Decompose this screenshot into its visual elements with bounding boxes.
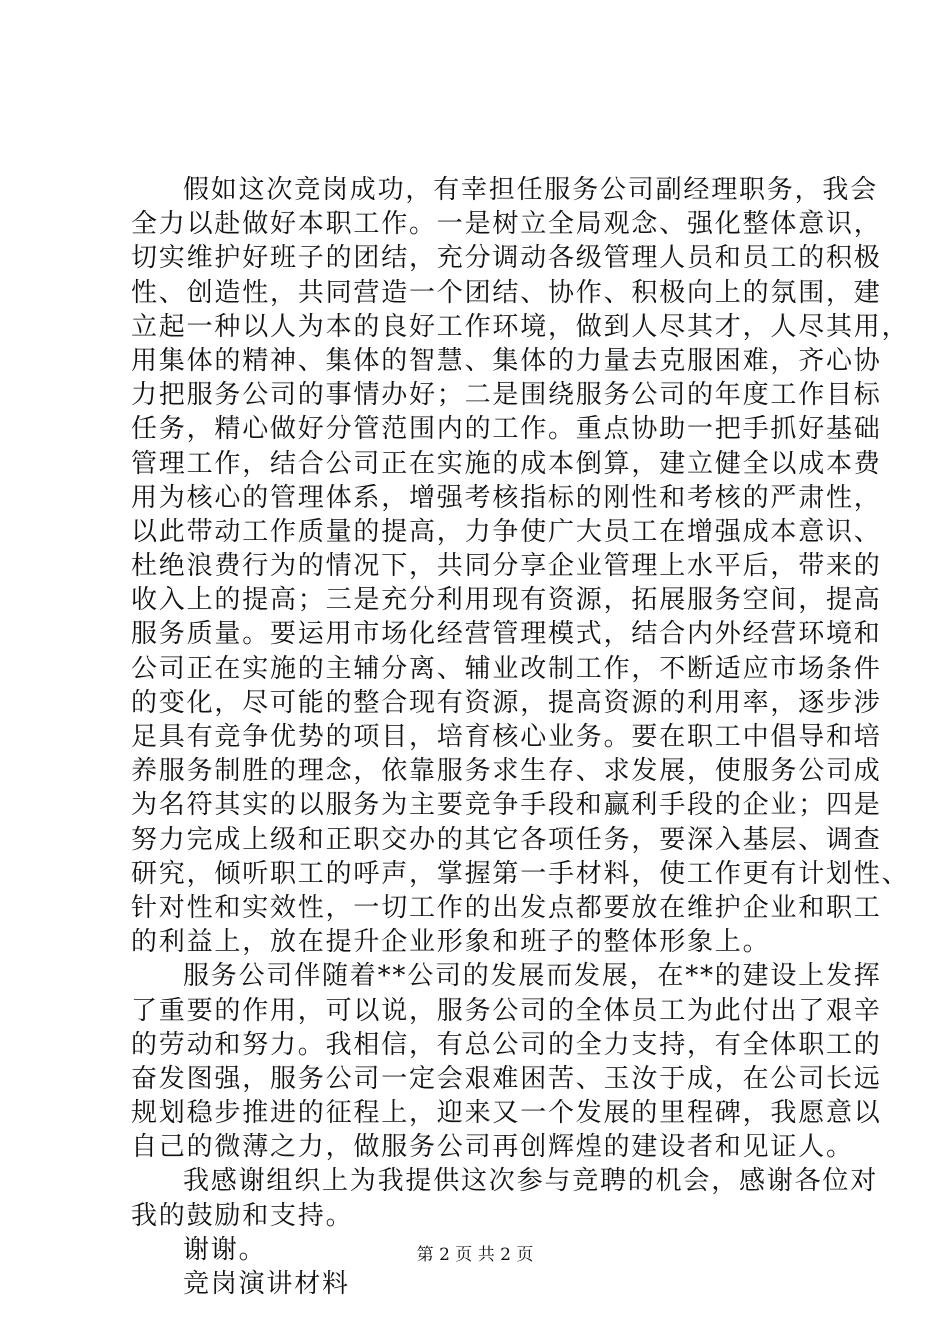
text-line: 针对性和实效性，一切工作的出发点都要放在维护企业和职工 — [131, 892, 882, 923]
text-line: 力把服务公司的事情办好；二是围绕服务公司的年度工作目标 — [131, 380, 882, 411]
text-line: 任务，精心做好分管范围内的工作。重点协助一把手抓好基础 — [131, 414, 882, 445]
text-line: 为名符其实的以服务为主要竞争手段和赢利手段的企业；四是 — [131, 790, 882, 821]
document-title-line: 竞岗演讲材料 — [183, 1269, 350, 1299]
text-line: 养服务制胜的理念，依靠服务求生存、求发展，使服务公司成 — [131, 756, 882, 787]
text-line: 用为核心的管理体系，增强考核指标的刚性和考核的严肃性， — [131, 482, 882, 513]
page-number-footer: 第 2 页 共 2 页 — [416, 1245, 534, 1265]
text-line: 服务质量。要运用市场化经营管理模式，结合内外经营环境和 — [131, 619, 882, 650]
text-line: 收入上的提高；三是充分利用现有资源，拓展服务空间，提高 — [131, 585, 882, 616]
text-line: 我感谢组织上为我提供这次参与竞聘的机会，感谢各位对 — [183, 1166, 879, 1197]
text-line: 研究，倾听职工的呼声，掌握第一手材料，使工作更有计划性、 — [131, 858, 910, 889]
text-line: 奋发图强，服务公司一定会艰难困苦、玉汝于成，在公司长远 — [131, 1063, 882, 1094]
text-line: 杜绝浪费行为的情况下，共同分享企业管理上水平后，带来的 — [131, 551, 882, 582]
text-line: 性、创造性，共同营造一个团结、协作、积极向上的氛围，建 — [131, 277, 882, 308]
text-line: 管理工作，结合公司正在实施的成本倒算，建立健全以成本费 — [131, 448, 882, 479]
text-line: 规划稳步推进的征程上，迎来又一个发展的里程碑，我愿意以 — [131, 1098, 882, 1129]
closing-thanks: 谢谢。 — [183, 1234, 267, 1265]
text-line: 我的鼓励和支持。 — [131, 1200, 354, 1231]
text-line: 努力完成上级和正职交办的其它各项任务，要深入基层、调查 — [131, 824, 882, 855]
text-line: 以此带动工作质量的提高，力争使广大员工在增强成本意识、 — [131, 516, 882, 547]
text-line: 切实维护好班子的团结，充分调动各级管理人员和员工的积极 — [131, 243, 882, 274]
text-line: 足具有竞争优势的项目，培育核心业务。要在职工中倡导和培 — [131, 722, 882, 752]
text-line: 公司正在实施的主辅分离、辅业改制工作，不断适应市场条件 — [131, 653, 882, 684]
text-line: 的劳动和努力。我相信，有总公司的全力支持，有全体职工的 — [131, 1029, 882, 1060]
text-line: 立起一种以人为本的良好工作环境，做到人尽其才，人尽其用， — [131, 311, 910, 342]
text-line: 的变化，尽可能的整合现有资源，提高资源的利用率，逐步涉 — [131, 687, 882, 718]
text-line: 服务公司伴随着**公司的发展而发展，在**的建设上发挥 — [183, 961, 882, 992]
text-line: 的利益上，放在提升企业形象和班子的整体形象上。 — [131, 927, 771, 958]
text-line: 全力以赴做好本职工作。一是树立全局观念、强化整体意识， — [131, 209, 882, 240]
text-line: 了重要的作用，可以说，服务公司的全体员工为此付出了艰辛 — [131, 995, 882, 1026]
text-line: 自己的微薄之力，做服务公司再创辉煌的建设者和见证人。 — [131, 1132, 854, 1163]
document-body — [131, 173, 910, 1301]
text-line: 假如这次竞岗成功，有幸担任服务公司副经理职务，我会 — [183, 175, 879, 205]
text-line: 用集体的精神、集体的智慧、集体的力量去克服困难，齐心协 — [131, 345, 882, 376]
